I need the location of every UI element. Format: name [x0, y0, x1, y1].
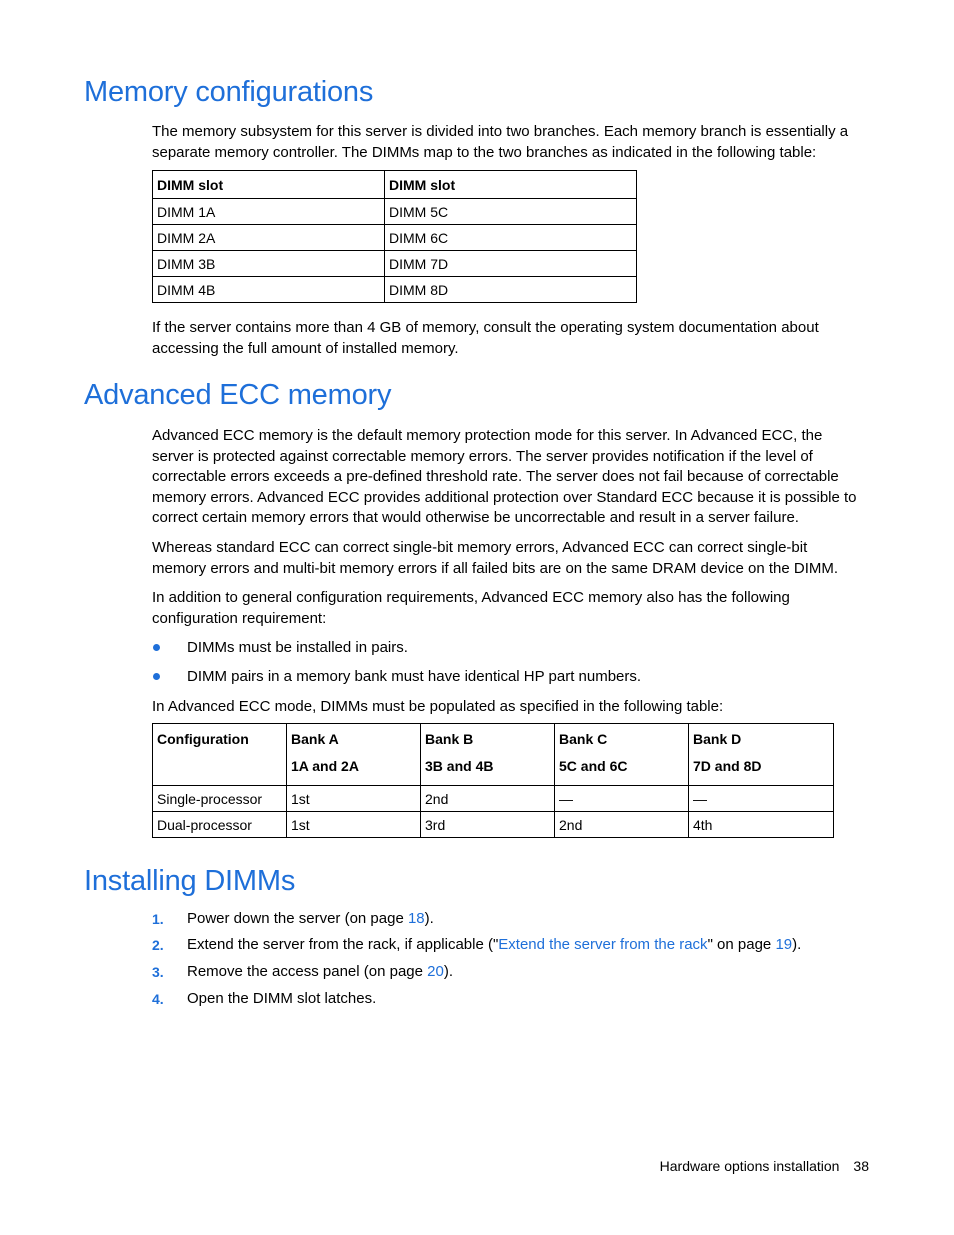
- table-row: [153, 225, 637, 251]
- memory-note-paragraph: If the server contains more than 4 GB of memory, consult the operating system documentation about accessing the full amount of installed memory.: [152, 319, 819, 357]
- table-cell: 1st: [287, 812, 421, 838]
- step-text: Power down the server (on page 18).: [187, 910, 434, 927]
- memory-intro-paragraph: The memory subsystem for this server is divided into two branches. Each memory branch is essentially a separate memory controller. The DIMMs map to the two branches as indicated in the following table:: [152, 123, 849, 161]
- page-footer: [660, 1158, 869, 1174]
- step-text: Extend the server from the rack, if applicable ("Extend the server from the rack" on page 19).: [187, 936, 802, 953]
- table-cell: —: [555, 786, 689, 812]
- table-cell: Dual-processor: [153, 812, 287, 838]
- table-header: Bank C 5C and 6C: [555, 724, 689, 786]
- section-heading-memory-configurations: Memory configurations: [84, 76, 374, 108]
- step-text: Remove the access panel (on page 20).: [187, 963, 454, 980]
- table-cell: DIMM 3B: [153, 251, 385, 277]
- ecc-paragraph-3: In addition to general configuration requirements, Advanced ECC memory also has the following configuration requirement:: [152, 589, 790, 627]
- table-row: [153, 812, 834, 838]
- table-cell: DIMM 6C: [385, 225, 637, 251]
- step-text: Open the DIMM slot latches.: [187, 990, 377, 1007]
- table-header: Bank A 1A and 2A: [287, 724, 421, 786]
- bullet-text: DIMM pairs in a memory bank must have identical HP part numbers.: [187, 668, 642, 685]
- table-cell: 2nd: [421, 786, 555, 812]
- bullet-icon: [153, 644, 160, 651]
- table-cell: 1st: [287, 786, 421, 812]
- section-heading-advanced-ecc: Advanced ECC memory: [84, 379, 392, 411]
- table-cell: —: [689, 786, 834, 812]
- table-row: [153, 277, 637, 303]
- ecc-population-table: [152, 723, 834, 838]
- footer-section-title: Hardware options installation: [659, 1158, 840, 1174]
- ecc-paragraph-1: Advanced ECC memory is the default memory protection mode for this server. In Advanced ECC, the server is protected against correctable memory errors. The server provides notification if the level of correctable errors exceeds a pre-defined threshold rate. The server does not fail because of correctable memory errors. Advanced ECC provides additional protection over Standard ECC because it is possible to correct certain memory errors that would otherwise be uncorrectable and result in a server failure.: [152, 427, 857, 526]
- table-header: Bank B 3B and 4B: [421, 724, 555, 786]
- table-cell: DIMM 5C: [385, 199, 637, 225]
- page-link[interactable]: 20: [427, 963, 444, 980]
- table-row: [153, 786, 834, 812]
- step-number: 2.: [152, 937, 164, 953]
- table-cell: DIMM 8D: [385, 277, 637, 303]
- table-cell: 3rd: [421, 812, 555, 838]
- table-cell: Single-processor: [153, 786, 287, 812]
- table-header: Bank D 7D and 8D: [689, 724, 834, 786]
- ecc-paragraph-2: Whereas standard ECC can correct single-bit memory errors, Advanced ECC can correct single-bit memory errors and multi-bit memory errors if all failed bits are on the same DRAM device on the DIMM.: [152, 539, 839, 577]
- table-cell: 4th: [689, 812, 834, 838]
- step-number: 3.: [152, 964, 164, 980]
- table-cell: DIMM 1A: [153, 199, 385, 225]
- bullet-icon: [153, 673, 160, 680]
- table-cell: DIMM 7D: [385, 251, 637, 277]
- table-header: DIMM slot: [385, 171, 637, 199]
- section-link[interactable]: Extend the server from the rack: [498, 936, 708, 953]
- bullet-text: DIMMs must be installed in pairs.: [187, 639, 408, 656]
- table-cell: 2nd: [555, 812, 689, 838]
- table-row: [153, 199, 637, 225]
- table-cell: DIMM 2A: [153, 225, 385, 251]
- page-number: 38: [853, 1158, 869, 1174]
- ecc-paragraph-4: In Advanced ECC mode, DIMMs must be populated as specified in the following table:: [152, 698, 724, 715]
- table-cell: DIMM 4B: [153, 277, 385, 303]
- table-header: DIMM slot: [153, 171, 385, 199]
- step-number: 1.: [152, 911, 164, 927]
- step-number: 4.: [152, 991, 164, 1007]
- table-header: Configuration: [153, 724, 287, 786]
- table-row: [153, 251, 637, 277]
- section-heading-installing-dimms: Installing DIMMs: [84, 865, 296, 897]
- dimm-branch-table: [152, 170, 637, 303]
- page-link[interactable]: 19: [775, 936, 793, 953]
- page-link[interactable]: 18: [407, 910, 425, 927]
